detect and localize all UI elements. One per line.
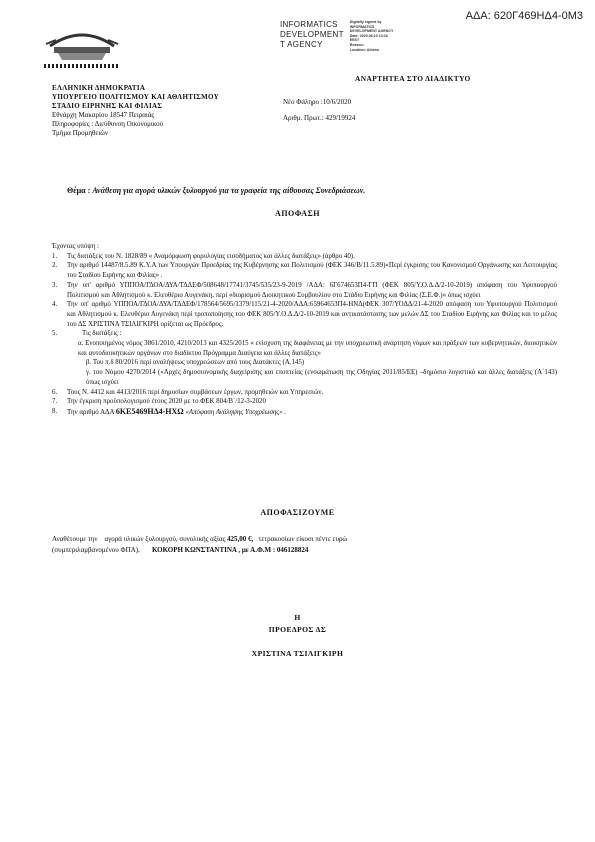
- agency-line: DEVELOPMENT: [280, 30, 344, 39]
- list-item: 2. Την αριθμό 14487/8.5.89 Κ.Υ.Α των Υπουργών Προεδρίας της Κυβέρνησης και Πολιτισμού (ΦΕΚ 346/Β/11.5.89)«Περί έγκρισης του Κανονισμού Οργάνωσης και Λειτουργίας του Σταδίου Ειρήνης και Φιλίας» .: [52, 262, 557, 280]
- sub-item: γ. του Νόμου 4270/2014 («Αρχές δημοσιονομικής διαχείρισης και εποπτείας (ενσωμάτωση της Οδηγίας 2011/85/ΕΕ) –δημόσιο λογιστικό και άλλες διατάξεις (Α΄143) όπως ισχύει: [86, 369, 557, 386]
- resolve-title: ΑΠΟΦΑΣΙΖΟΥΜΕ: [260, 508, 335, 517]
- stamp-line: DEVELOPMENT AGENCY: [349, 29, 394, 34]
- signature-block: [0, 612, 595, 660]
- amount-words: τετρακοσίων είκοσι πέντε ευρώ: [258, 535, 348, 543]
- stamp-line: Reason:: [349, 42, 364, 47]
- sender-info: Πληροφορίες : Διεύθυνση Οικονομικού: [52, 120, 164, 128]
- sender-block: [52, 84, 219, 138]
- vendor-name: ΚΟΚΟΡΗ ΚΩΝΣΤΑΝΤΙΝΑ , με Α.Φ.Μ : 046128824: [152, 546, 309, 554]
- ada-reference: 6ΚΕ5469ΗΔ4-ΗΧΩ: [115, 406, 184, 416]
- meta-block: [283, 94, 355, 126]
- stadium-logo-icon: [36, 20, 128, 72]
- amount-value: 425,00: [227, 535, 247, 543]
- list-item: 6. Τους Ν. 4412 και 4413/2016 περί δημοσίων συμβάσεων έργων, προμηθειών και Υπηρεσιών.: [52, 388, 324, 396]
- protocol-number: Αριθμ. Πρωτ.: 429/19924: [283, 114, 356, 122]
- agency-line: T AGENCY: [280, 40, 323, 49]
- subject-label: Θέμα :: [67, 186, 91, 195]
- list-item: 3. Την υπ' αριθμό ΥΠΠΟΑ/ΓΔΟΑ/ΔΥΑ/ΤΔΔΕΦ/508648/17741/3745/535/23-9-2019 /ΑΔΑ: 6Γ674653Π4-ΓΠ (ΦΕΚ 805/Υ.Ο.Δ.Δ/2-10-2019) απόφαση του Υφυπουργού Πολιτισμού και Αθλητισμού κ. Ελευθέριο Αυγενάκη, περί «διορισμού Διοικητικού Συμβουλίου στο Στάδιο Ειρήνης και Φιλίας (Σ.Ε.Φ.)» όπως ισχύει: [52, 281, 557, 299]
- list-item: 7. Την έγκριση προϋπολογισμού έτους 2020 με το ΦΕΚ 804/Β΄/12-3-2020: [52, 398, 266, 406]
- stamp-line: INFORMATICS: [349, 24, 375, 29]
- subject-text: Ανάθεση για αγορά υλικών ξυλουργού για τα γραφεία της αίθουσας Συνεδριάσεων.: [92, 186, 366, 195]
- sub-item: α. Ενοποιημένος νόμος 3861/2010, 4210/2013 και 4325/2015 « ενίσχυση της διαφάνειας με την υποχρεωτική ανάρτηση νόμων και πράξεων των κυβερνητικών, διοικητικών και αυτοδιοικητικών οργάνων στο διαδίκτυο Πρόγραμμα Διαύγεια και άλλες διατάξεις»: [78, 340, 557, 357]
- list-item: 4. Την υπ' αριθμό ΥΠΠΟΑ/ΓΔΟΑ/ΔΥΑ/ΤΔΔΕΦ/178564/5695/1379/115/21-4-2020/ΑΔΑ:65964653Π4-ΗΝΔ(ΦΕΚ 307/ΥΟΔΔ/21-4-2020 απόφαση του Υφυπουργού Πολιτισμού και Αθλητισμού κ. Ελευθέριο Αυγενάκη περί τροποποίησης του ΦΕΚ 805/Υ.Ο.Δ.Δ/2-10-2019 και αντικατάστασης των μελών ΔΣ του Σταδίου Ειρήνης και Φιλίας και το μέλος του ΔΣ ΧΡΙΣΤΙΝΑ ΤΣΙΛΙΓΚΙΡΗ ορίζεται ως Πρόεδρος.: [52, 301, 557, 328]
- sender-line: ΥΠΟΥΡΓΕΙΟ ΠΟΛΙΤΙΣΜΟΥ ΚΑΙ ΑΘΛΗΤΙΣΜΟΥ: [52, 93, 219, 101]
- ada-code: ΑΔΑ: 620Γ469ΗΔ4-0Μ3: [465, 10, 583, 22]
- document-date: Νέο Φάληρο :10/6/2020: [283, 98, 352, 106]
- intro-text: Έχοντας υπόψη :: [52, 243, 99, 250]
- sub-item: β. Του π.δ 80/2016 περί αναλήψεως υποχρεώσεων από τους Διατάκτες (Α.145): [86, 359, 305, 367]
- considerations-block: [52, 242, 557, 418]
- list-item: 8. Την αριθμό ΑΔΑ 6ΚΕ5469ΗΔ4-ΗΧΩ «Απόφαση Ανάληψης Υποχρέωσης» .: [52, 406, 286, 416]
- stamp-line: Date: 2020.06.10 13:16: [349, 33, 388, 38]
- resolution-block: Αναθέτουμε την αγορά υλικών ξυλουργού, συνολικής αξίας 425,00 €, τετρακοσίων είκοσι πέντε ευρώ (συμπεριλαμβανομένου ΦΠΑ), ΚΟΚΟΡΗ ΚΩΝΣΤΑΝΤΙΝΑ , με Α.Φ.Μ : 046128824: [52, 535, 348, 554]
- decision-title: ΑΠΟΦΑΣΗ: [275, 209, 320, 218]
- subject-line: [67, 186, 365, 195]
- sender-line: ΣΤΑΔΙΟ ΕΙΡΗΝΗΣ ΚΑΙ ΦΙΛΙΑΣ: [52, 102, 163, 110]
- stamp-line: Location: Athens: [349, 47, 379, 52]
- stamp-line: Digitally signed by: [349, 20, 382, 24]
- list-item: 5. Τις διατάξεις :: [52, 330, 122, 338]
- signature-name: ΧΡΙΣΤΙΝΑ ΤΣΙΛΙΓΚΙΡΗ: [251, 649, 344, 658]
- sender-line: ΕΛΛΗΝΙΚΗ ΔΗΜΟΚΡΑΤΙΑ: [52, 84, 146, 92]
- signature-stamp: [280, 20, 393, 52]
- list-item: 1. Τις διατάξεις του Ν. 1828/89 « Αναμόρφωση φορολογίας εισοδήματος και άλλες διατάξεις» (άρθρο 40).: [52, 252, 355, 260]
- signature-article: Η: [294, 613, 301, 622]
- posted-note: ΑΝΑΡΤΗΤΕΑ ΣΤΟ ΔΙΑΔΙΚΤΥΟ: [355, 74, 471, 83]
- sender-dept: Τμήμα Προμηθειών: [52, 129, 109, 137]
- sender-address: Εθνάρχη Μακαρίου 18547 Πειραιάς: [52, 111, 155, 119]
- stamp-line: EEST: [349, 38, 360, 43]
- signature-role: ΠΡΟΕΔΡΟΣ ΔΣ: [268, 625, 327, 634]
- agency-line: INFORMATICS: [280, 20, 338, 29]
